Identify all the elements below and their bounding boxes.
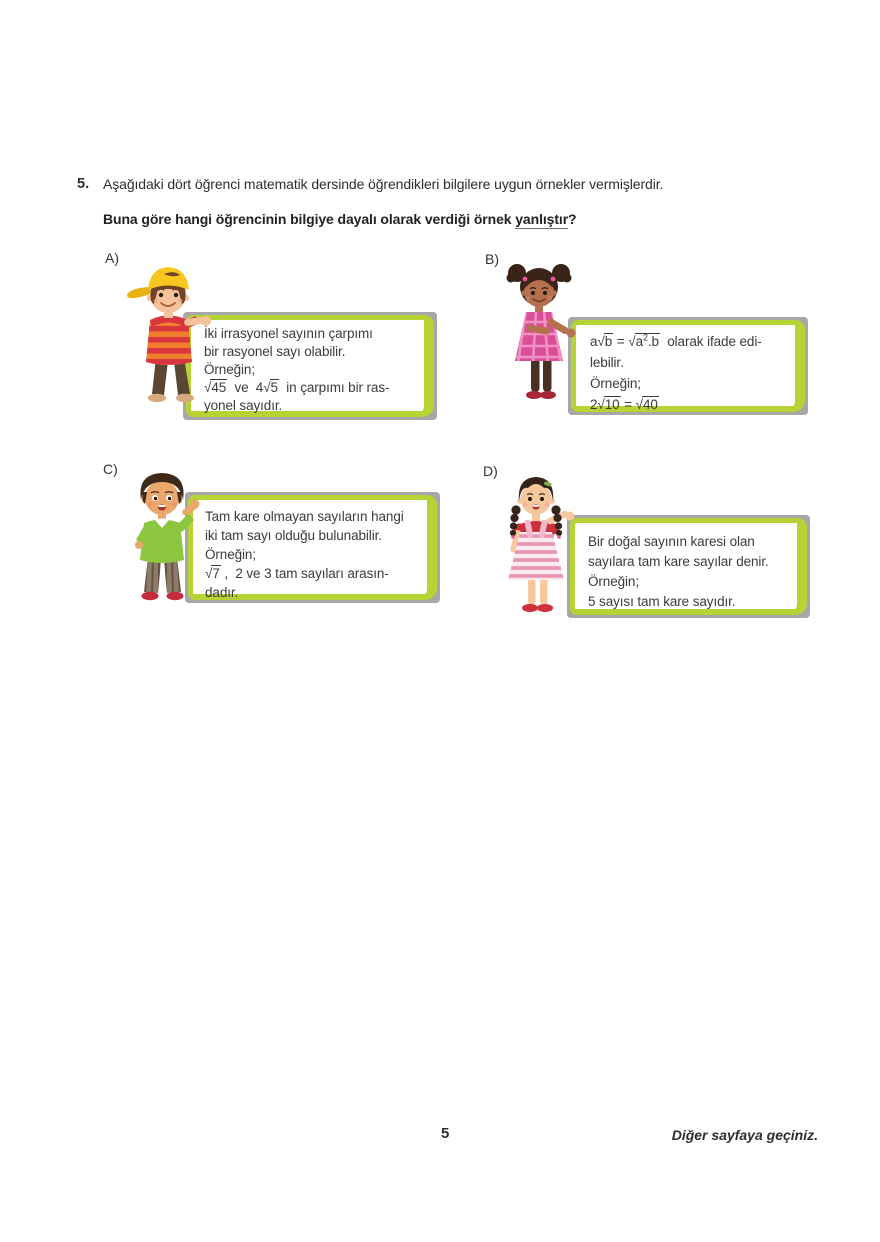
speech-box-b-inner — [571, 320, 805, 412]
speech-line: √7 , 2 ve 3 tam sayıları arasın- — [205, 566, 389, 581]
option-a-label: A) — [105, 250, 119, 266]
speech-box-d — [567, 515, 810, 618]
speech-line: √45 ve 4√5 in çarpımı bir ras- — [204, 380, 390, 395]
question-prompt — [103, 211, 577, 227]
speech-line: sayılara tam kare sayılar denir. — [588, 554, 769, 569]
speech-line: Tam kare olmayan sayıların hangi — [205, 509, 404, 524]
student-d-girl-braids-illustration — [492, 468, 592, 616]
speech-line: bir rasyonel sayı olabilir. — [204, 344, 346, 359]
speech-line: Örneğin; — [205, 547, 256, 562]
question-intro: Aşağıdaki dört öğrenci matematik dersinde öğrendikleri bilgilere uygun örnekler vermişlerdir. — [103, 176, 664, 192]
question-prompt-suffix: ? — [568, 211, 577, 227]
question-prompt-underlined-word: yanlıştır — [515, 211, 569, 227]
speech-line: Örneğin; — [204, 362, 255, 377]
sqrt-expression: √5 — [263, 380, 278, 395]
page-number: 5 — [441, 1125, 450, 1142]
option-c-label: C) — [103, 461, 118, 477]
speech-line: lebilir. — [590, 355, 624, 370]
question-number: 5. — [77, 176, 90, 192]
sqrt-expression: √40 — [635, 397, 658, 412]
student-a-boy-yellow-cap-illustration — [120, 262, 220, 407]
speech-line: 5 sayısı tam kare sayıdır. — [588, 594, 736, 609]
speech-line: iki tam sayı olduğu bulunabilir. — [205, 528, 382, 543]
sqrt-expression: √45 — [204, 380, 227, 395]
sqrt-expression: √10 — [597, 397, 620, 412]
speech-box-c — [185, 492, 440, 603]
speech-line: 2√10 = √40 — [590, 394, 793, 415]
continue-note: Diğer sayfaya geçiniz. — [671, 1127, 818, 1143]
speech-line: dadır. — [205, 585, 239, 600]
student-c-boy-green-shirt-illustration — [114, 468, 209, 608]
speech-box-d-inner — [570, 518, 807, 615]
speech-line: yonel sayıdır. — [204, 398, 283, 413]
speech-line: Örneğin; — [590, 376, 641, 391]
option-b-label: B) — [485, 251, 499, 267]
speech-box-a — [183, 312, 437, 420]
speech-line: Bir doğal sayının karesi olan — [588, 534, 755, 549]
sqrt-expression: √7 — [205, 566, 220, 581]
sqrt-expression: √b — [597, 334, 613, 349]
student-b-girl-hair-buns-illustration — [502, 260, 584, 410]
question-prompt-prefix: Buna göre hangi öğrencinin bilgiye dayalı olarak verdiği örnek — [103, 211, 516, 227]
speech-line: İki irrasyonel sayının çarpımı — [204, 326, 373, 341]
speech-box-b — [568, 317, 808, 415]
option-d-label: D) — [483, 463, 498, 479]
speech-box-c-inner — [188, 495, 437, 600]
sqrt-expression: $√a^2.b$ — [628, 332, 659, 349]
speech-line: $a√b = √a^2.b$ olarak ifade edi- — [590, 331, 793, 352]
speech-line: Örneğin; — [588, 574, 639, 589]
speech-box-a-inner — [186, 315, 434, 417]
